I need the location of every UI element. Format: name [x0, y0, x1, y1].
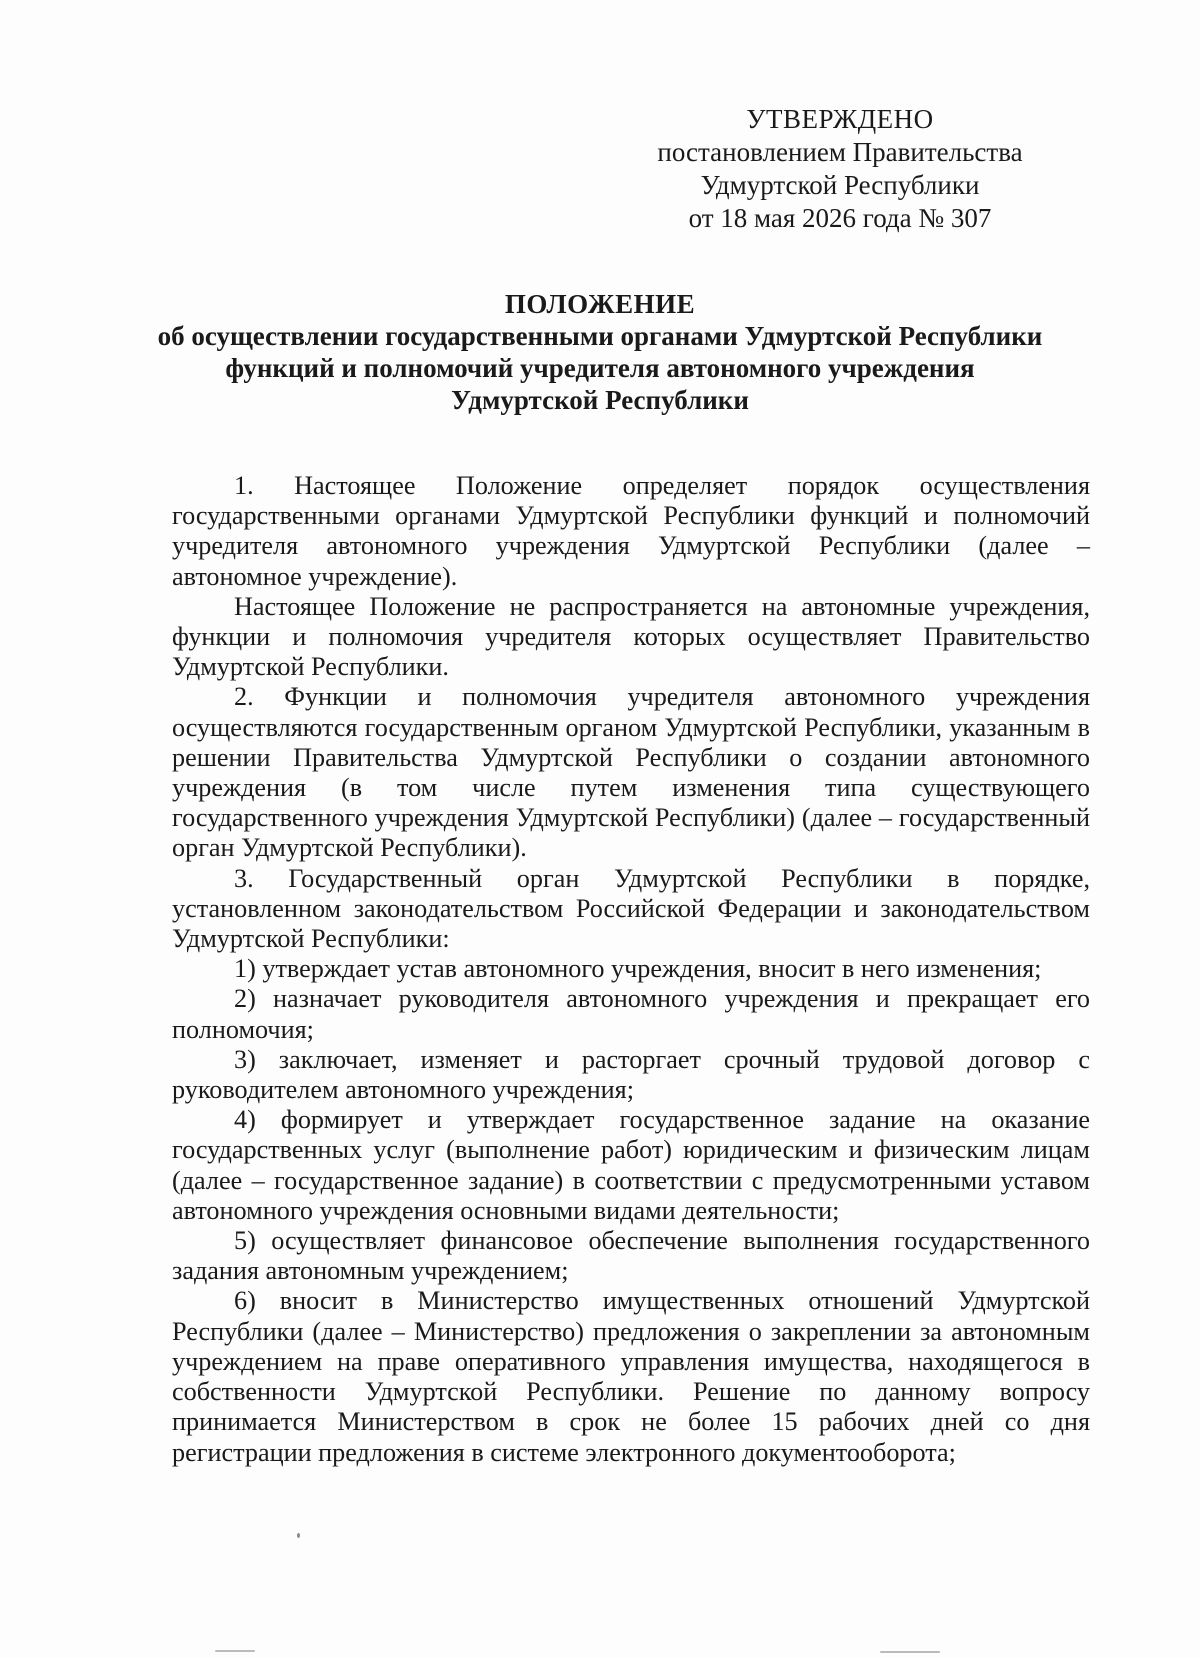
approval-heading: УТВЕРЖДЕНО — [746, 104, 934, 134]
document-title-line: Удмуртской Республики — [451, 385, 749, 415]
approval-stamp — [655, 103, 1025, 235]
document-title-main: ПОЛОЖЕНИЕ — [504, 289, 696, 319]
document-title-line: об осуществлении государственными органами Удмуртской Республики — [157, 321, 1043, 351]
scan-speck — [880, 1651, 940, 1653]
paragraph-2: 2. Функции и полномочия учредителя автономного учреждения осуществляются государственным органом Удмуртской Республики, указанным в решении Правительства Удмуртской Республики о создании автономного учреждения (в том числе путем изменения типа существующего государственного учреждения Удмуртской Республики) (далее – государственный орган Удмуртской Республики). — [172, 682, 1090, 863]
list-item-1: 1) утверждает устав автономного учреждения, вносит в него изменения; — [234, 954, 1042, 984]
list-item-6: 6) вносит в Министерство имущественных отношений Удмуртской Республики (далее – Министерство) предложения о закреплении за автономным учреждением на праве оперативного управления имущества, находящегося в собственности Удмуртской Республики. Решение по данному вопросу принимается Министерством в срок не более 15 рабочих дней со дня регистрации предложения в системе электронного документооборота; — [172, 1286, 1090, 1467]
scan-speck — [215, 1650, 255, 1652]
list-item-5: 5) осуществляет финансовое обеспечение выполнения государственного задания автономным учреждением; — [172, 1226, 1090, 1286]
paragraph-3: 3. Государственный орган Удмуртской Республики в порядке, установленном законодательством Российской Федерации и законодательством Удмуртской Республики: — [172, 863, 1090, 954]
paragraph-1: 1. Настоящее Положение определяет порядок осуществления государственными органами Удмуртской Республики функций и полномочий учредителя автономного учреждения Удмуртской Республики (далее – автономное учреждение). — [172, 471, 1090, 591]
approval-line: постановлением Правительства — [657, 137, 1023, 167]
document-body — [172, 471, 1090, 1468]
document-title — [150, 288, 1050, 416]
paragraph-1-note: Настоящее Положение не распространяется на автономные учреждения, функции и полномочия учредителя которых осуществляет Правительство Удмуртской Республики. — [172, 591, 1090, 682]
approval-line: Удмуртской Республики — [700, 170, 980, 200]
document-title-line: функций и полномочий учредителя автономного учреждения — [225, 353, 975, 383]
list-item-3: 3) заключает, изменяет и расторгает срочный трудовой договор с руководителем автономного учреждения; — [172, 1044, 1090, 1105]
scan-speck — [297, 1533, 300, 1538]
list-item-2: 2) назначает руководителя автономного учреждения и прекращает его полномочия; — [172, 984, 1090, 1044]
approval-date-number: от 18 мая 2026 года № 307 — [688, 203, 992, 233]
list-item-4: 4) формирует и утверждает государственное задание на оказание государственных услуг (выполнение работ) юридическим и физическим лицам (далее – государственное задание) в соответствии с предусмотренными уставом автономного учреждения основными видами деятельности; — [172, 1105, 1090, 1225]
